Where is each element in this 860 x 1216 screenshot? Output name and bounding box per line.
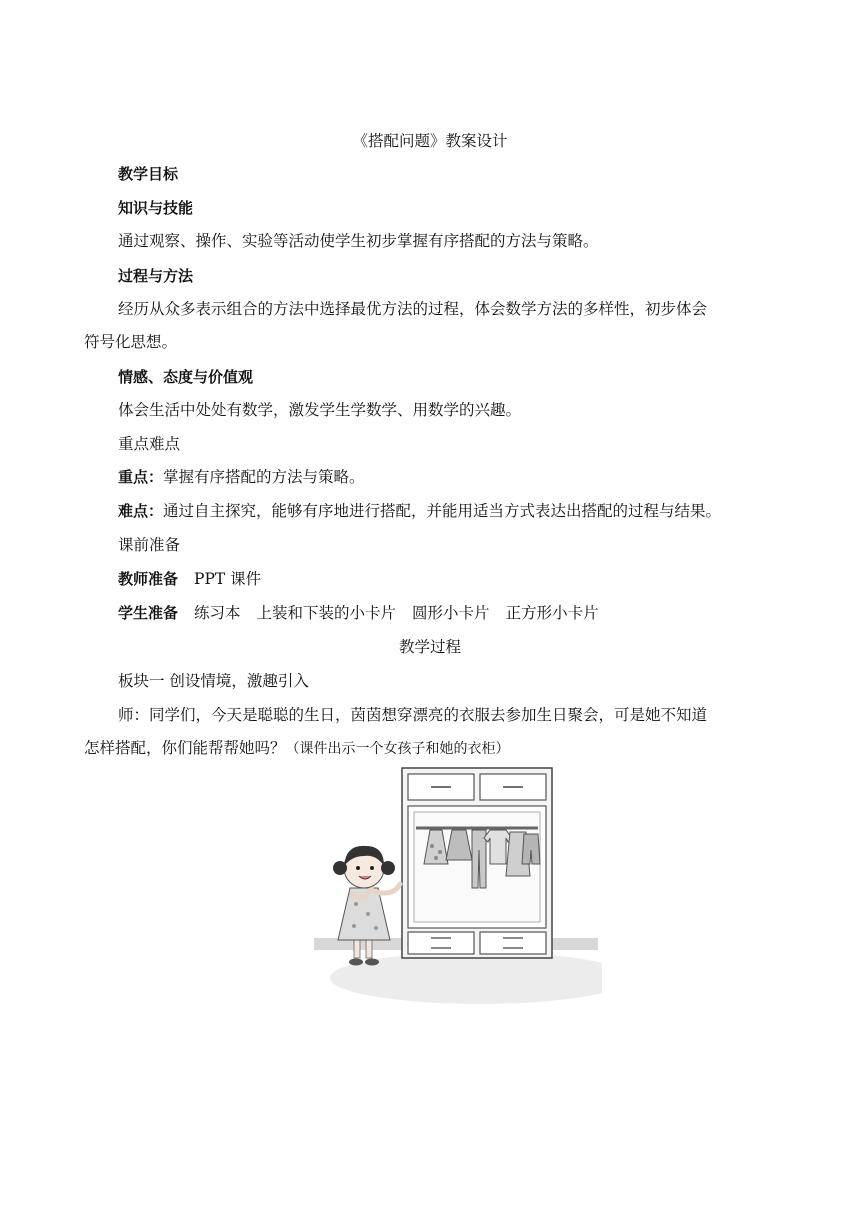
dialog-note: （课件出示一个女孩子和她的衣柜） <box>285 741 510 757</box>
procedure-heading: 教学过程 <box>398 638 461 656</box>
section1-heading: 板块一 创设情境，激趣引入 <box>118 672 309 690</box>
teacher-prep <box>118 569 818 589</box>
goals-heading: 教学目标 <box>118 165 179 183</box>
emotion-text: 体会生活中处处有数学，激发学生学数学、用数学的兴趣。 <box>118 401 522 419</box>
dialog-text: 怎样搭配，你们能帮帮她吗？ <box>84 739 286 757</box>
emotion-heading: 情感、态度与价值观 <box>118 368 254 386</box>
student-item: 练习本 <box>194 604 241 622</box>
prep-heading: 课前准备 <box>118 536 181 554</box>
teacher-label: 教师准备 <box>118 570 179 588</box>
teacher-items: PPT 课件 <box>194 570 262 588</box>
key-text: 掌握有序搭配的方法与策略。 <box>163 468 365 486</box>
process-text-line2: 符号化思想。 <box>84 333 178 351</box>
dialog-line2 <box>84 738 784 759</box>
student-item: 上装和下装的小卡片 <box>256 604 397 622</box>
knowledge-heading: 知识与技能 <box>118 199 194 217</box>
doc-title: 《搭配问题》教案设计 <box>352 132 508 150</box>
student-label: 学生准备 <box>118 604 179 622</box>
difficulty-label: 难点： <box>118 502 164 520</box>
knowledge-text: 通过观察、操作、实验等活动使学生初步掌握有序搭配的方法与策略。 <box>118 232 599 250</box>
dialog-line1: 师：同学们，今天是聪聪的生日，茵茵想穿漂亮的衣服去参加生日聚会，可是她不知道 <box>118 706 708 724</box>
key-point <box>118 467 818 487</box>
process-heading: 过程与方法 <box>118 267 194 285</box>
difficulty-point <box>118 501 818 521</box>
key-difficulty-heading: 重点难点 <box>118 435 181 453</box>
student-prep <box>118 603 818 623</box>
student-item: 圆形小卡片 <box>412 604 490 622</box>
student-item: 正方形小卡片 <box>505 604 599 622</box>
difficulty-text: 通过自主探究，能够有序地进行搭配，并能用适当方式表达出搭配的过程与结果。 <box>163 502 722 520</box>
wardrobe-illustration <box>310 764 602 1008</box>
process-text-line1: 经历从众多表示组合的方法中选择最优方法的过程，体会数学方法的多样性，初步体会 <box>118 300 708 318</box>
key-label: 重点： <box>118 468 164 486</box>
